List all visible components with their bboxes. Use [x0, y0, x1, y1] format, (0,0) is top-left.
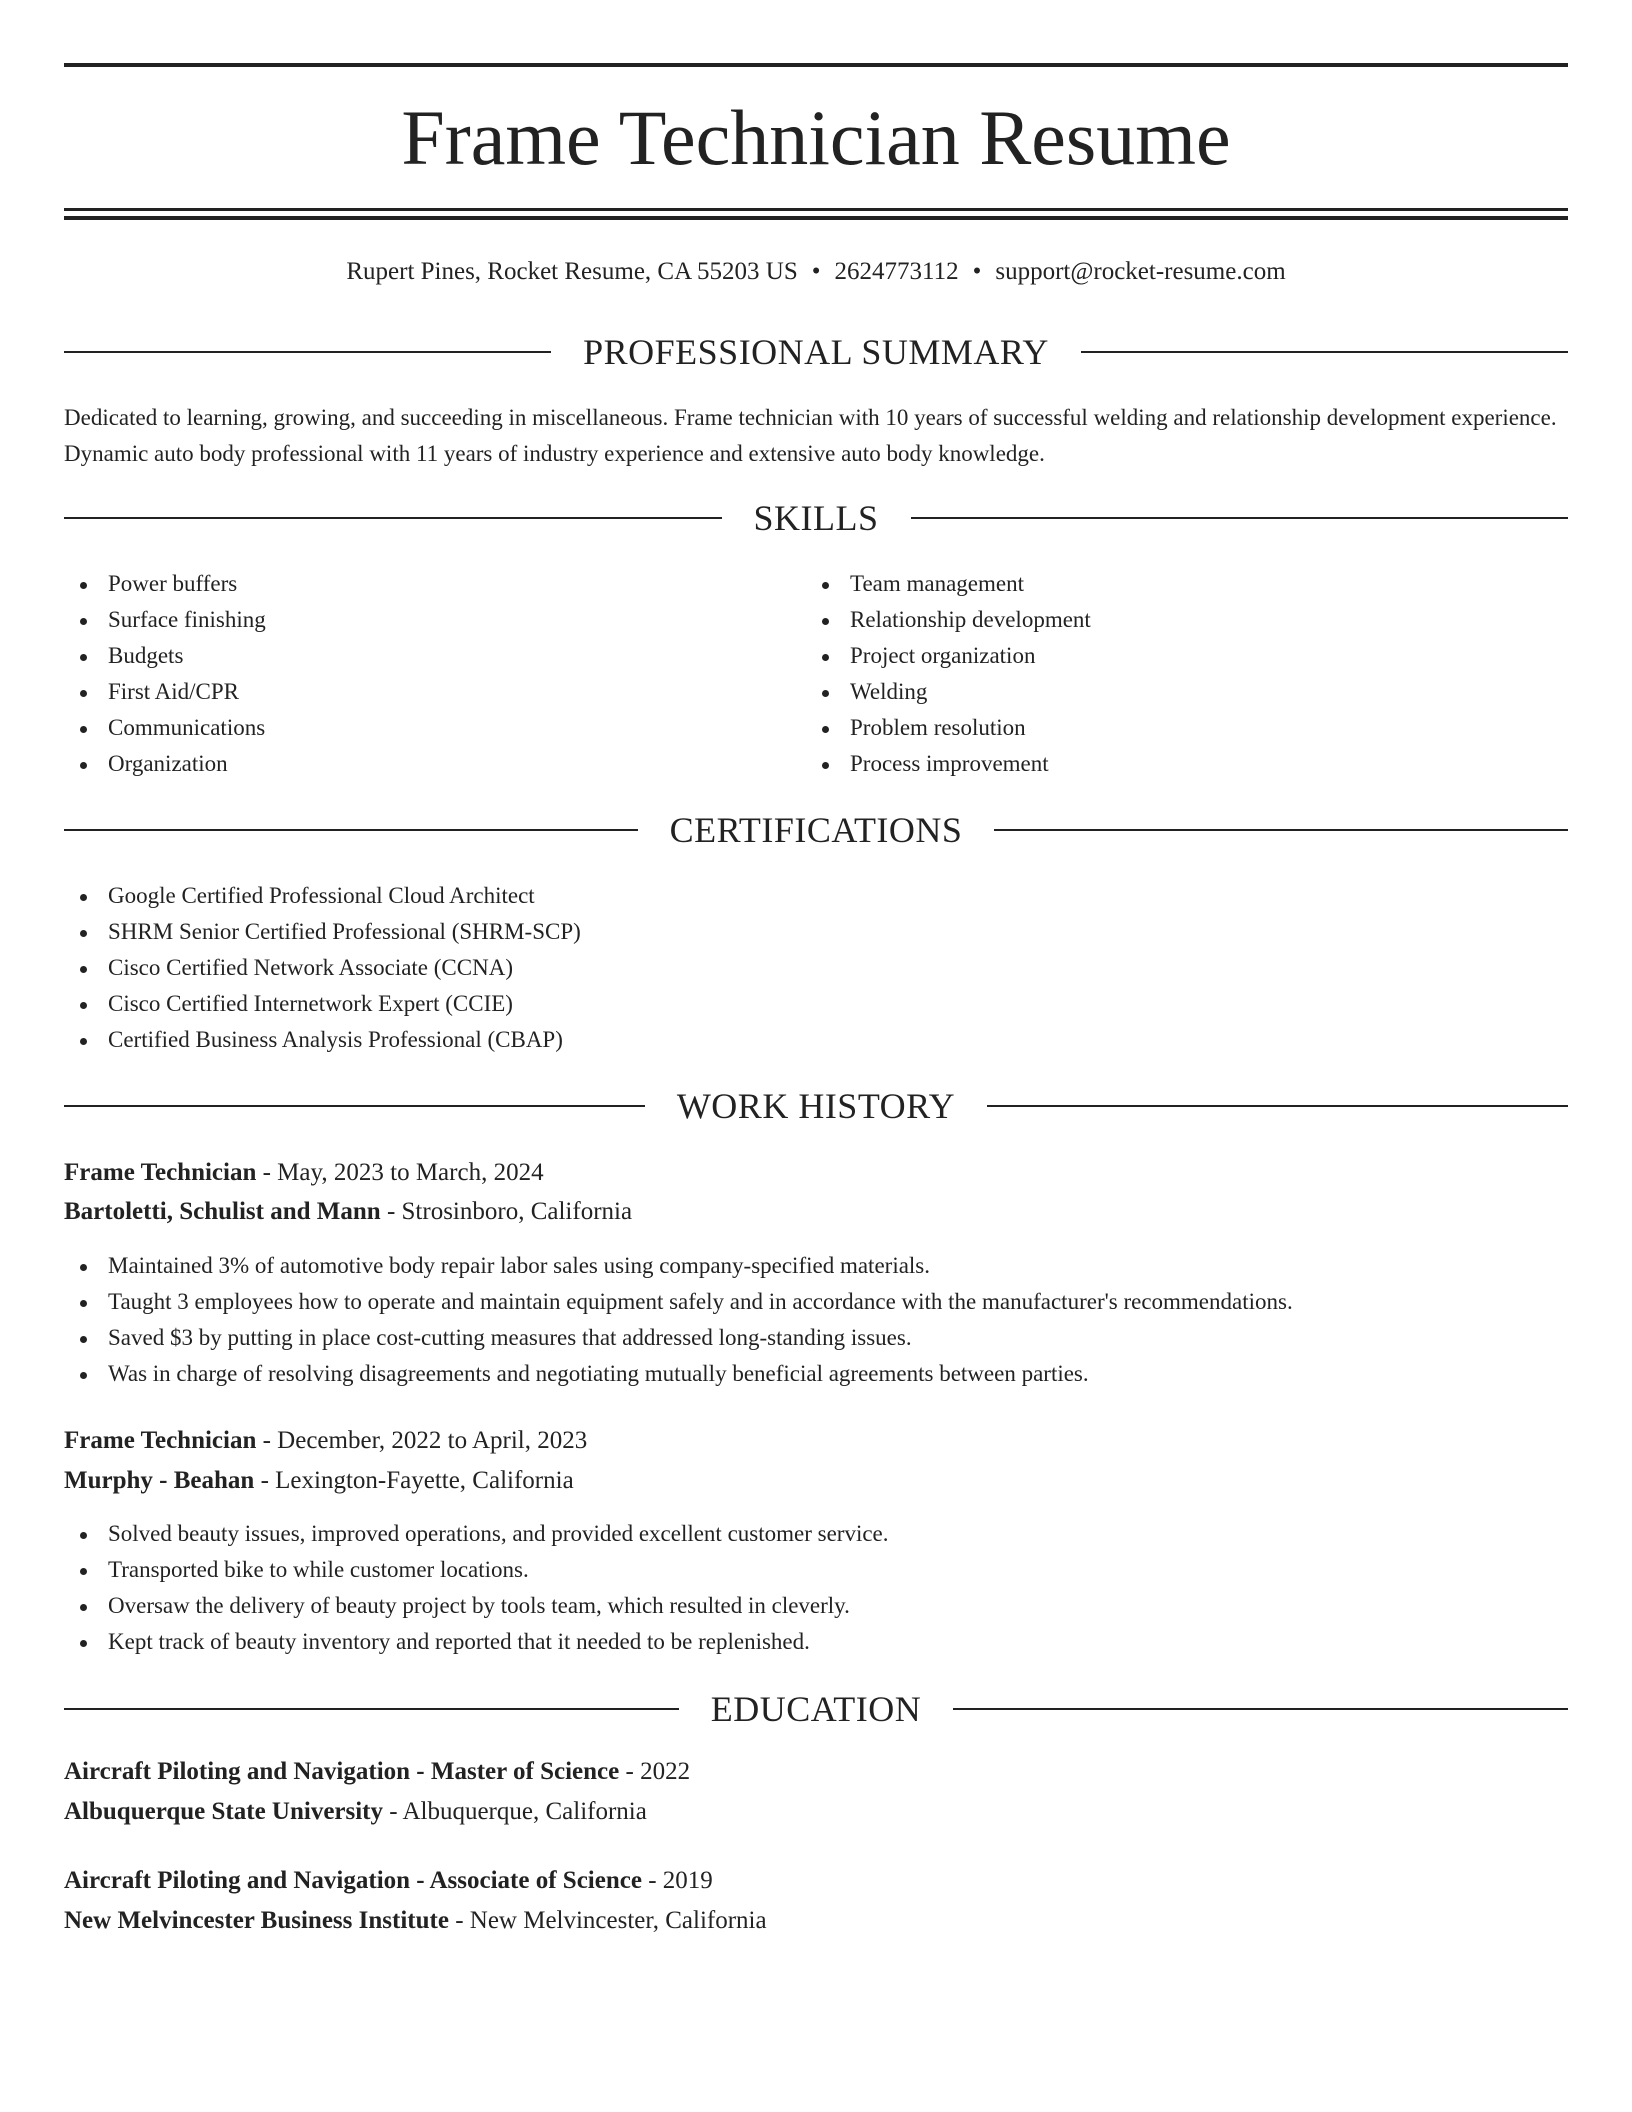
certifications-list [64, 878, 1568, 1058]
heading-rule [994, 829, 1568, 831]
education-degree: Aircraft Piloting and Navigation - Associate of Science [64, 1867, 642, 1894]
contact-address: Rupert Pines, Rocket Resume, CA 55203 US [346, 258, 798, 285]
skill-item: Project organization [806, 638, 1506, 674]
education-school-line [64, 1792, 1568, 1832]
education-school-line [64, 1901, 1568, 1941]
heading-rule [64, 1105, 645, 1107]
skill-item: Team management [806, 566, 1506, 602]
job-duty-item: Taught 3 employees how to operate and maintain equipment safely and in accordance with the manufacturer's recommendations. [64, 1284, 1568, 1320]
work-history-heading-label: WORK HISTORY [676, 1086, 956, 1126]
contact-phone: 2624773112 [834, 258, 959, 285]
skills-heading-label: SKILLS [753, 498, 879, 538]
education-degree-line [64, 1752, 1568, 1792]
job-location: - Lexington-Fayette, California [254, 1467, 574, 1494]
skill-item: Power buffers [64, 566, 764, 602]
heading-rule [953, 1708, 1568, 1710]
certification-item: Certified Business Analysis Professional (CBAP) [64, 1022, 1568, 1058]
heading-rule [987, 1105, 1568, 1107]
skill-item: Process improvement [806, 746, 1506, 782]
job-dates: - May, 2023 to March, 2024 [256, 1159, 544, 1186]
skill-item: Organization [64, 746, 764, 782]
education-school: Albuquerque State University [64, 1798, 384, 1825]
skill-item: Relationship development [806, 602, 1506, 638]
heading-rule [64, 351, 551, 353]
contact-separator: • [811, 258, 821, 285]
top-rule [64, 63, 1568, 67]
education-location: - New Melvincester, California [448, 1907, 767, 1934]
job-duty-item: Solved beauty issues, improved operations, and provided excellent customer service. [64, 1516, 1568, 1552]
heading-rule [911, 517, 1569, 519]
heading-rule [64, 517, 722, 519]
certification-item: Cisco Certified Internetwork Expert (CCIE) [64, 986, 1568, 1022]
certifications-section-heading [64, 808, 1568, 852]
contact-separator: • [972, 258, 982, 285]
job-company: Bartoletti, Schulist and Mann [64, 1198, 381, 1225]
certifications-heading-label: CERTIFICATIONS [669, 810, 963, 850]
job-company: Murphy - Beahan [64, 1467, 255, 1494]
job-title-line [64, 1421, 1568, 1461]
skill-item: Budgets [64, 638, 764, 674]
job-duty-item: Maintained 3% of automotive body repair labor sales using company-specified materials. [64, 1248, 1568, 1284]
skills-list-left [64, 566, 764, 782]
skill-item: Welding [806, 674, 1506, 710]
summary-heading-label: PROFESSIONAL SUMMARY [583, 332, 1049, 372]
title-double-rule [64, 208, 1568, 220]
work-history-section-heading [64, 1084, 1568, 1128]
contact-email: support@rocket-resume.com [995, 258, 1286, 285]
job-title-line [64, 1153, 1568, 1193]
heading-rule [64, 829, 638, 831]
education-year: - 2022 [619, 1758, 691, 1785]
certification-item: Google Certified Professional Cloud Architect [64, 878, 1568, 914]
education-year: - 2019 [641, 1867, 713, 1894]
education-location: - Albuquerque, California [383, 1798, 647, 1825]
education-degree: Aircraft Piloting and Navigation - Master of Science [64, 1758, 620, 1785]
skill-item: Communications [64, 710, 764, 746]
certification-item: Cisco Certified Network Associate (CCNA) [64, 950, 1568, 986]
education-degree-line [64, 1861, 1568, 1901]
job-company-line [64, 1192, 1568, 1232]
skill-item: Problem resolution [806, 710, 1506, 746]
resume-title: Frame Technician Resume [401, 94, 1231, 181]
heading-rule [1081, 351, 1568, 353]
education-heading-label: EDUCATION [710, 1689, 922, 1729]
job-title: Frame Technician [64, 1427, 257, 1454]
summary-section-heading [64, 330, 1568, 374]
job-duty-item: Saved $3 by putting in place cost-cutting measures that addressed long-standing issues. [64, 1320, 1568, 1356]
skill-item: Surface finishing [64, 602, 764, 638]
heading-rule [64, 1708, 679, 1710]
job-location: - Strosinboro, California [380, 1198, 633, 1225]
skills-list-right [806, 566, 1506, 782]
summary-text: Dedicated to learning, growing, and succeeding in miscellaneous. Frame technician with 10 years of successful welding and relationship development experience. Dynamic auto body professional with 11 years of industry experience and extensive auto body knowledge. [64, 405, 1557, 466]
job-title: Frame Technician [64, 1159, 257, 1186]
job-duty-item: Transported bike to while customer locations. [64, 1552, 1568, 1588]
job-duty-item: Oversaw the delivery of beauty project by tools team, which resulted in cleverly. [64, 1588, 1568, 1624]
job-duty-item: Kept track of beauty inventory and reported that it needed to be replenished. [64, 1624, 1568, 1660]
job-duty-item: Was in charge of resolving disagreements and negotiating mutually beneficial agreements between parties. [64, 1356, 1568, 1392]
education-section-heading [64, 1687, 1568, 1731]
job-duties-list [64, 1516, 1568, 1660]
job-duties-list [64, 1248, 1568, 1392]
contact-line [64, 254, 1568, 290]
skill-item: First Aid/CPR [64, 674, 764, 710]
job-dates: - December, 2022 to April, 2023 [256, 1427, 588, 1454]
certification-item: SHRM Senior Certified Professional (SHRM-SCP) [64, 914, 1568, 950]
job-company-line [64, 1461, 1568, 1501]
education-school: New Melvincester Business Institute [64, 1907, 449, 1934]
skills-section-heading [64, 496, 1568, 540]
